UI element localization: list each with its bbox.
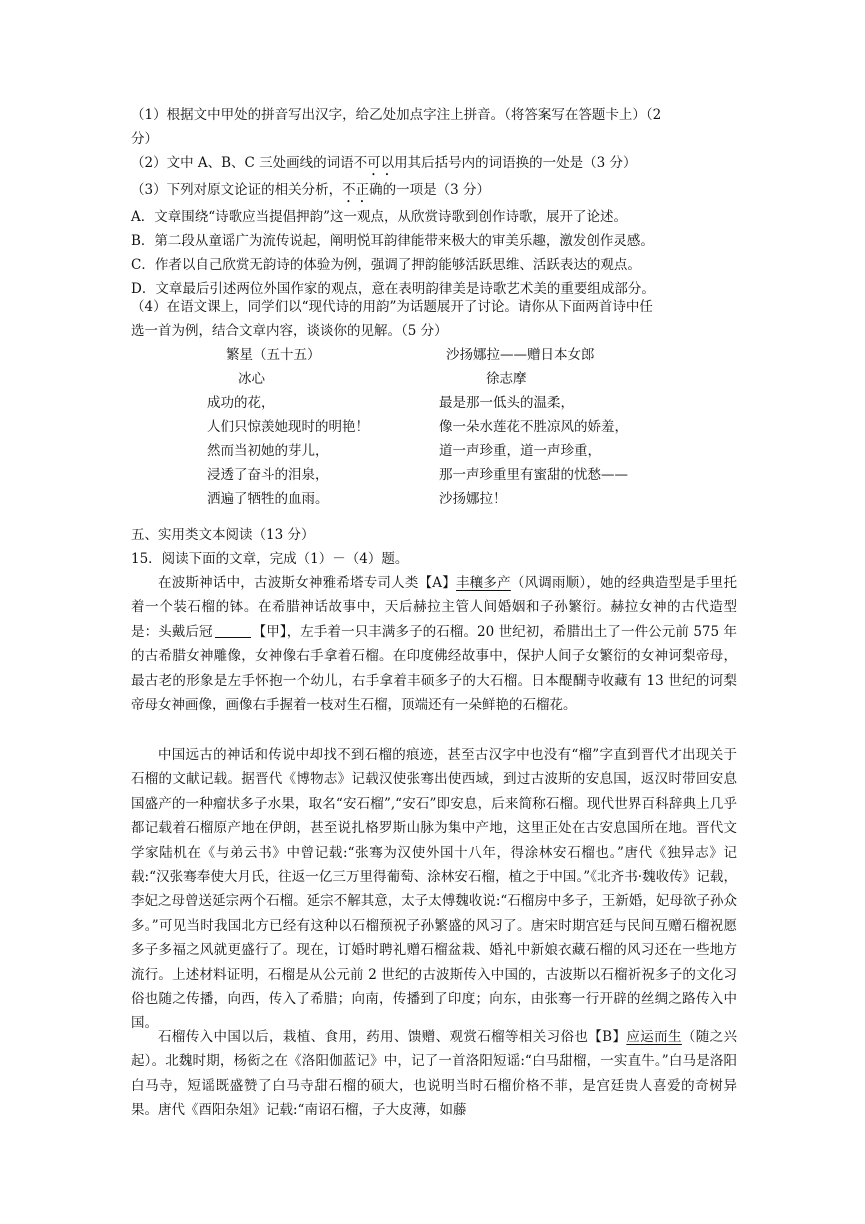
poem-2-line: 最是那一低头的温柔， (439, 395, 574, 411)
option-b: B．第二段从童谣广为流传说起，阐明悦耳韵律能带来极大的审美乐趣，激发创作灵感。 (131, 233, 654, 249)
poem-1-line: 然而当初她的芽儿， (207, 443, 329, 459)
poem-1-line: 洒遍了牺牲的血雨。 (207, 491, 329, 507)
question-1-line-1: （1）根据文中甲处的拼音写出汉字，给乙处加点字注上拼音。（将答案写在答题卡上）（2 (131, 107, 662, 123)
poem-2-line: 像一朵水莲花不胜凉风的娇羞， (439, 419, 628, 435)
poem-2-author: 徐志摩 (486, 371, 527, 387)
option-a: A．文章围绕“诗歌应当提倡押韵”这一观点，从欣赏诗歌到创作诗歌，展开了论述。 (131, 209, 628, 225)
question-2-text-pre: （2）文中 A、B、C 三处画线的词语不 (131, 155, 368, 171)
question-2-text-post: 用其后括号内的词语换的一处是（3 分） (394, 155, 637, 171)
poem-1-line: 成功的花， (207, 395, 275, 411)
underlined-term-b: 应运而生 (626, 1029, 682, 1045)
section-5-title: 五、实用类文本阅读（13 分） (131, 527, 315, 543)
paragraph-1-text-a: 在波斯神话中，古波斯女神雅希塔专司人类【A】 (158, 575, 456, 591)
question-15-prompt: 15．阅读下面的文章，完成（1）－（4）题。 (131, 551, 409, 567)
paragraph-1-text-d: 【甲】，左手着一只丰满多子的石榴。20 世纪初，希腊出土了一件公元前 575 年的古希腊女神雕像，女神像右手拿着石榴。在印度佛经故事中，保护人间子女繁衍的女神诃梨帝母，最古老的形象是左手怀抱一个幼儿，右手拿着丰硕多子的大石榴。日本醍醐寺收藏有 13 世纪的诃梨帝母女神画像，画像右手握着一枝对生石榴，顶端还有一朵鲜艳的石榴花。 (131, 623, 737, 714)
fill-blank (215, 623, 251, 638)
question-1-line-2: 分） (131, 131, 158, 147)
article-paragraph-3 (131, 1025, 737, 1123)
paragraph-3-text-a: 石榴传入中国以后，栽植、食用，药用、馈赠、观赏石榴等相关习俗也【B】 (158, 1029, 627, 1045)
question-4-line-2: 选一首为例，结合文章内容，谈谈你的见解。（5 分） (131, 323, 448, 339)
poem-1-author: 冰心 (238, 371, 265, 387)
poem-2-line: 那一声珍重里有蜜甜的忧愁—— (439, 467, 628, 483)
poem-1-line: 人们只惊羡她现时的明艳！ (207, 419, 369, 435)
paragraph-3-text-c: （随之兴起）。北魏时期，杨衒之在《洛阳伽蓝记》中，记了一首洛阳短谣:“白马甜榴，一实直牛。”白马是洛阳白马寺，短谣既盛赞了白马寺甜石榴的硕大，也说明当时石榴价格不菲，是宫廷贵人喜爱的奇树异果。唐代《酉阳杂俎》记载:“南诏石榴，子大皮薄，如藤 (131, 1029, 738, 1119)
poem-2-line: 沙扬娜拉！ (439, 491, 507, 507)
question-3-text-pre: （3）下列对原文论证的相关分析， (131, 182, 343, 198)
poem-2-title: 沙扬娜拉——赠日本女郎 (446, 347, 595, 363)
question-3 (131, 180, 490, 206)
question-2-emphasis: 可以 (367, 155, 395, 171)
paragraph-1-text-c: （风调雨顺），她的经典造型是手里托着一个装石榴的钵。在希腊神话故事中，天后赫拉主管人间婚姻和子孙繁衍。赫拉女神的古代造型是：头戴后冠 (131, 575, 738, 640)
question-2 (131, 153, 637, 179)
question-3-text-post: 确的一项是（3 分） (369, 182, 490, 198)
poem-1-title: 繁星（五十五） (226, 347, 321, 363)
question-3-emphasis: 不正 (342, 182, 370, 198)
poem-1-line: 浸透了奋斗的泪泉， (207, 467, 329, 483)
article-paragraph-1 (131, 571, 737, 717)
article-paragraph-2: 中国远古的神话和传说中却找不到石榴的痕迹，甚至古汉字中也没有“榴”字直到晋代才出现关于石榴的文献记载。据晋代《博物志》记载汉使张骞出使西域，到过古波斯的安息国，返汉时带回安息国盛产的一种瘤状多子水果，取名“安石榴”,“安石”即安息，后来简称石榴。现代世界百科辞典上几乎都记载着石榴原产地在伊朗，甚至说扎格罗斯山脉为集中产地，这里正处在古安息国所在地。晋代文学家陆机在《与弟云书》中曾记载:“张骞为汉使外国十八年，得涂林安石榴也。”唐代《独异志》记载:“汉张骞奉使大月氏，往返一亿三万里得葡萄、涂林安石榴，植之于中国。”《北齐书·魏收传》记载，李妃之母曾送延宗两个石榴。延宗不解其意，太子太傅魏收说:“石榴房中多子，王新婚，妃母欲子孙众多。”可见当时我国北方已经有这种以石榴预祝子孙繁盛的风习了。唐宋时期宫廷与民间互赠石榴祝愿多子多福之风就更盛行了。现在，订婚时聘礼赠石榴盆栽、婚礼中新娘衣藏石榴的风习还在一些地方流行。上述材料证明，石榴是从公元前 2 世纪的古波斯传入中国的，古波斯以石榴祈祝多子的文化习俗也随之传播，向西，传入了希腊；向南，传播到了印度；向东，由张骞一行开辟的丝绸之路传入中国。 (131, 747, 737, 1032)
option-d: D．文章最后引述两位外国作家的观点，意在表明韵律美是诗歌艺术美的重要组成部分。 (131, 281, 655, 297)
poem-2-line: 道一声珍重，道一声珍重， (439, 443, 601, 459)
question-4-line-1: （4）在语文课上，同学们以“现代诗的用韵”为话题展开了讨论。请你从下面两首诗中任 (131, 299, 653, 315)
option-c: C．作者以自己欣赏无韵诗的体验为例，强调了押韵能够活跃思维、活跃表达的观点。 (131, 257, 641, 273)
underlined-term-a: 丰穰多产 (455, 575, 511, 591)
